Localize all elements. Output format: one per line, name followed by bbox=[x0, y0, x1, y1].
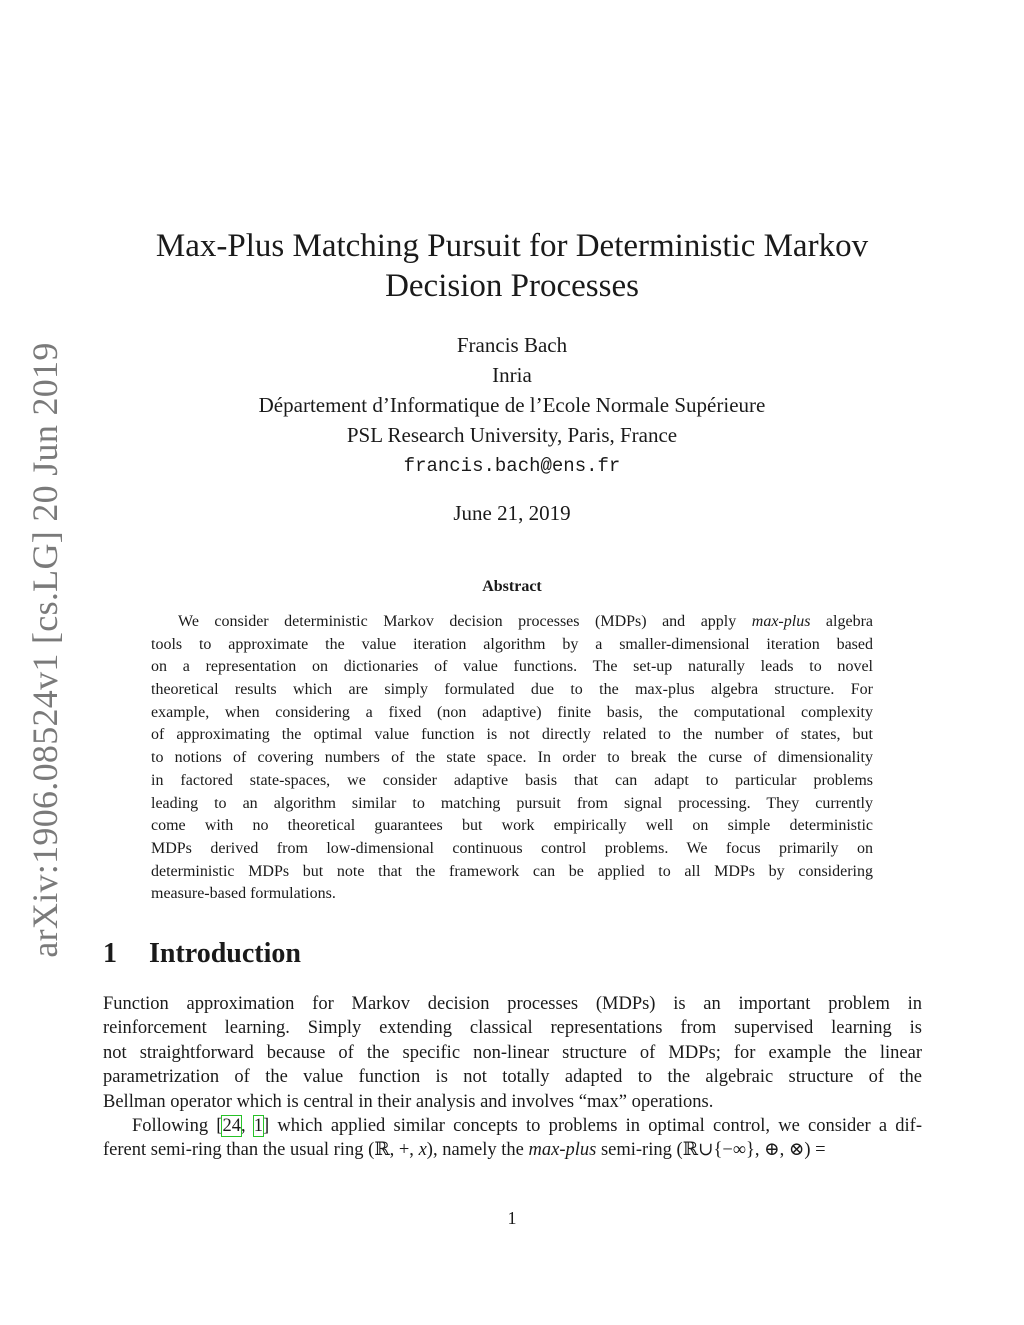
abstract-line: deterministic MDPs but note that the framework can be applied to all MDPs by considering bbox=[151, 862, 873, 880]
arxiv-identifier-stamp[interactable]: arXiv:1906.08524v1 [cs.LG] 20 Jun 2019 bbox=[25, 342, 65, 958]
abstract-line: of approximating the optimal value function is not directly related to the number of states, but bbox=[151, 726, 873, 744]
body-line: parametrization of the value function is not totally adapted to the algebraic structure of the bbox=[103, 1067, 922, 1088]
body-emphasis: max-plus bbox=[528, 1140, 597, 1161]
abstract-line: come with no theoretical guarantees but work empirically well on simple deterministic bbox=[151, 817, 873, 835]
citation-separator: , bbox=[240, 1115, 254, 1136]
section-title: Introduction bbox=[149, 938, 301, 969]
abstract-line: leading to an algorithm similar to matching pursuit from signal processing. They currently bbox=[151, 794, 873, 812]
body-line: Following [24, 1] which applied similar concepts to problems in optimal control, we consider a dif- bbox=[132, 1115, 922, 1136]
body-line: not straightforward because of the specific non-linear structure of MDPs; for example the linear bbox=[103, 1042, 922, 1063]
abstract-line: We consider deterministic Markov decision processes (MDPs) and apply max-plus algebra bbox=[178, 613, 874, 630]
abstract-line: on a representation on dictionaries of value functions. The set-up naturally leads to novel bbox=[151, 658, 873, 676]
citation-link[interactable]: 1 bbox=[253, 1115, 264, 1136]
paper-title-line-2: Decision Processes bbox=[385, 268, 639, 304]
abstract-emphasis: max-plus bbox=[751, 613, 811, 630]
paper-date: June 21, 2019 bbox=[453, 501, 571, 525]
author-email[interactable]: francis.bach@ens.fr bbox=[403, 455, 621, 477]
author-name: Francis Bach bbox=[456, 333, 568, 357]
section-heading-introduction bbox=[103, 938, 301, 970]
abstract-heading: Abstract bbox=[482, 578, 542, 595]
abstract-line: MDPs derived from low-dimensional continuous control problems. We focus primarily on bbox=[151, 839, 873, 857]
math-variable: x bbox=[418, 1140, 427, 1161]
body-line: reinforcement learning. Simply extending classical representations from supervised learning is bbox=[103, 1018, 922, 1039]
body-line: Function approximation for Markov decision processes (MDPs) is an important problem in bbox=[103, 994, 922, 1014]
body-text-fragment: Following bbox=[132, 1115, 217, 1136]
abstract-line: tools to approximate the value iteration algorithm by a smaller-dimensional iteration based bbox=[151, 635, 873, 653]
author-university: PSL Research University, Paris, France bbox=[346, 423, 678, 447]
abstract-line: in factored state-spaces, we consider adaptive basis that can adapt to particular problems bbox=[151, 771, 873, 789]
body-line: Bellman operator which is central in their analysis and involves “max” operations. bbox=[103, 1091, 714, 1112]
abstract-body bbox=[151, 611, 873, 906]
body-line: ferent semi-ring than the usual ring (ℝ, +, x), namely the max-plus semi-ring (ℝ∪{−∞}, ⊕, ⊗) = bbox=[103, 1140, 826, 1161]
author-department: Département d’Informatique de l’Ecole Normale Supérieure bbox=[258, 393, 766, 417]
body-text-fragment: which applied similar concepts to problems in optimal control, we consider a dif- bbox=[269, 1115, 922, 1136]
introduction-body bbox=[103, 992, 922, 1163]
abstract-line: example, when considering a fixed (non adaptive) finite basis, the computational complexity bbox=[151, 703, 873, 721]
author-institution: Inria bbox=[492, 363, 532, 387]
paper-title-line-1: Max-Plus Matching Pursuit for Deterministic Markov bbox=[155, 228, 869, 264]
abstract-line: measure-based formulations. bbox=[151, 885, 336, 903]
section-number: 1 bbox=[103, 938, 117, 969]
page-number: 1 bbox=[507, 1208, 517, 1228]
citation-link[interactable]: 24 bbox=[222, 1115, 241, 1136]
abstract-line: to notions of covering numbers of the state space. In order to break the curse of dimensionality bbox=[151, 749, 873, 767]
abstract-line: theoretical results which are simply formulated due to the max-plus algebra structure. For bbox=[151, 681, 873, 699]
